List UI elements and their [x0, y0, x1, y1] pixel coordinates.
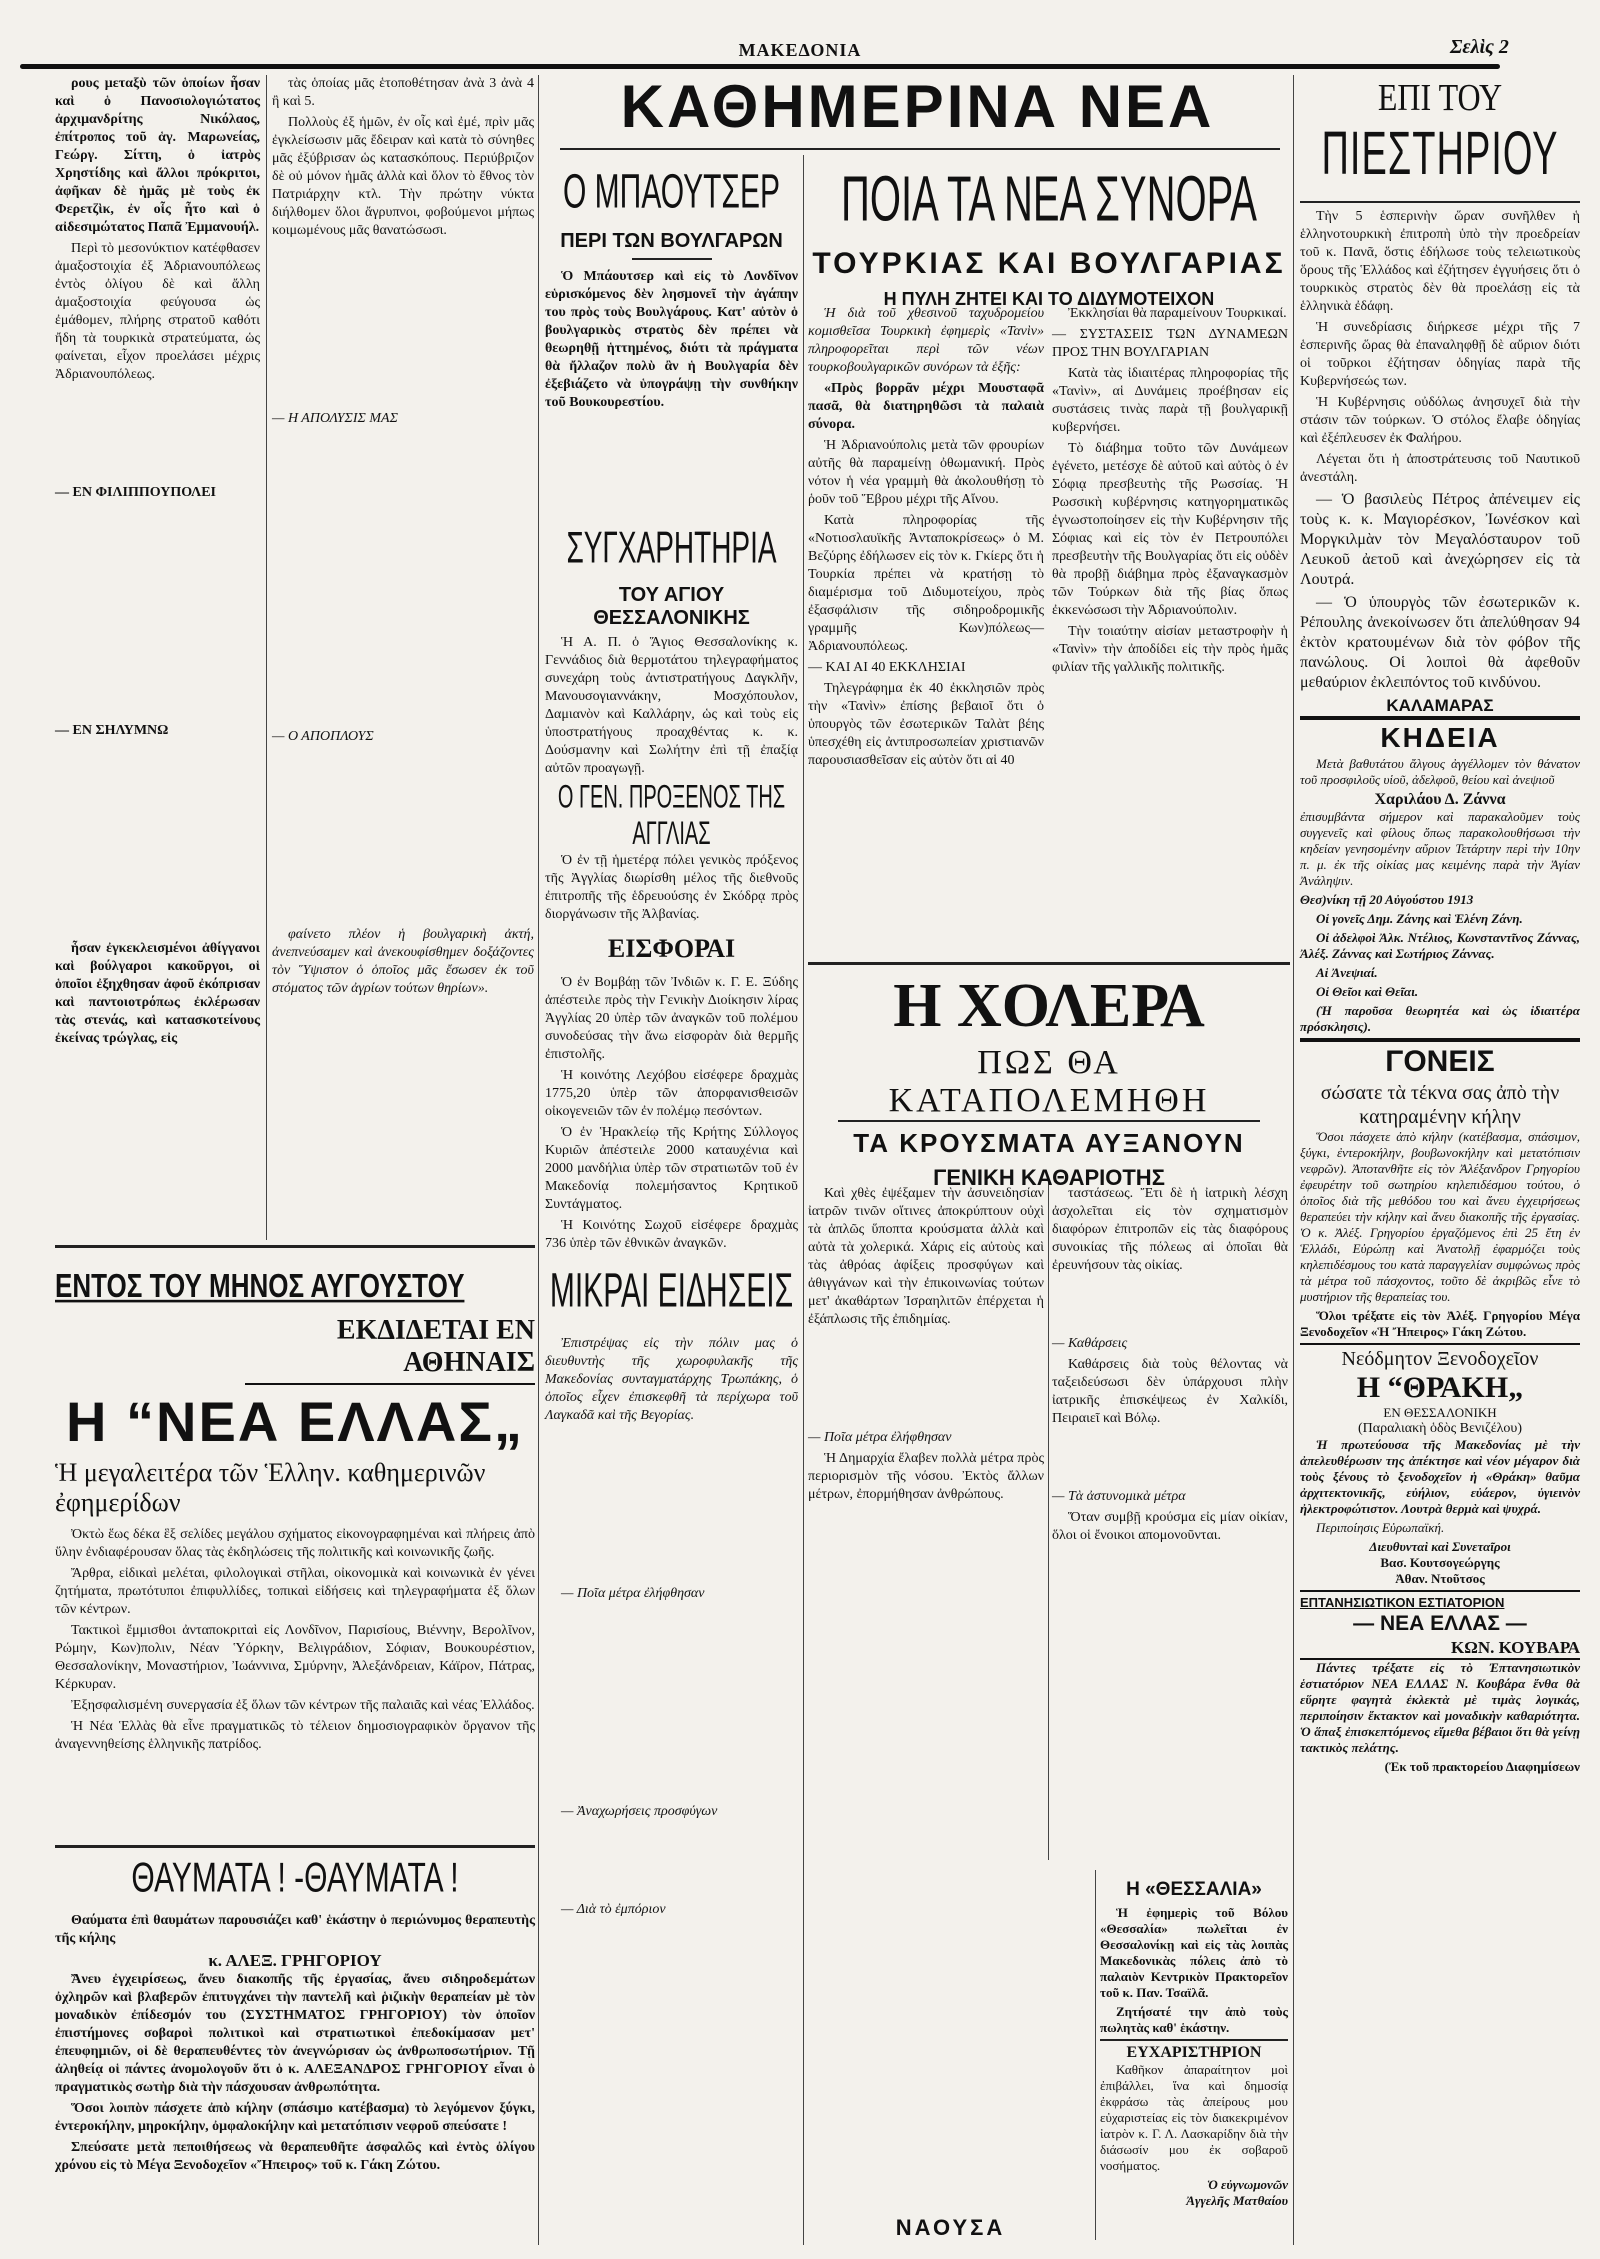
paragraph: Ὀκτὼ ἕως δέκα ἓξ σελίδες μεγάλου σχήματος εἰκονογραφημέναι καὶ πλήρεις ἀπὸ ὕλην ἐνδιαφέρουσαν ὅλας τὰς ἐκδηλώσεις τῆς πολιτικῆς καὶ κοινωνικῆς ζωῆς.: [55, 1527, 535, 1560]
article-subtitle: ΤΟΥ ΑΓΙΟΥ ΘΕΣΣΑΛΟΝΙΚΗΣ: [593, 584, 750, 629]
paragraph: Ἐξησφαλισμένη συνεργασία ἐξ ὅλων τῶν κέντρων τῆς παλαιᾶς καὶ νέας Ἑλλάδος.: [71, 1698, 535, 1713]
paragraph: τὰς ὁποίας μᾶς ἑτοποθέτησαν ἀνὰ 3 ἀνὰ 4 ἢ καὶ 5.: [272, 76, 534, 109]
ad-title: ΓΟΝΕΙΣ: [1385, 1045, 1495, 1078]
paragraph: Τὸ διάβημα τοῦτο τῶν Δυνάμεων ἐγένετο, μετέσχε δὲ αὐτοῦ καὶ αὐτὸς ὁ ἐν Σόφιᾳ πρεσβευτὴς τῆς Ρωσσίας. Ἡ Ρωσσικὴ κυβέρνησις κατηγορηματικῶς ἐγνωστοποίησεν εἰς τὴν Κυβέρνησιν τῆς Σόφιας καὶ εἰς τὸν ἐν Πετρουπόλει πρεσβευτὴν τῆς Βουλγαρίας ὅτι εἰς οὐδὲν θὰ προβῇ διάβημα πρὸς ἐξαναγκασμὸν τῶν Τούρκων διὰ τῆς βίας ὅπως ἐκκενώσωσι τὴν Ἀδριανούπολιν.: [1052, 441, 1288, 618]
ad-tagline: Ἡ μεγαλειτέρα τῶν Ἑλλην. καθημερινῶν ἐφημερίδων: [55, 1458, 486, 1517]
paragraph: Πολλοὺς ἐξ ἡμῶν, ἐν οἷς καὶ ἐμέ, πρὶν μᾶς ἐγκλείσωσιν μᾶς ἔδειραν καὶ κατὰ τὸ σύνηθες μᾶς ἐξύβρισαν ὡς κατασκόπους. Περιύβριζον δὲ οὐ μόνον ἡμᾶς ἀλλὰ καὶ ὅλον τὸ ἔθνος τὸν Πατριάρχην κτλ. Τὴν πρώτην νύκτα διήλθομεν ὅλοι ἄγρυπνοι, φοβούμενοι μήπως κοιμωμένους μᾶς θανατώσωσι.: [272, 115, 534, 238]
article-subtitle: ΤΑ ΚΡΟΥΣΜΑΤΑ ΑΥΞΑΝΟΥΝ: [853, 1128, 1245, 1158]
paragraph: Ἄνευ ἐγχειρίσεως, ἄνευ διακοπῆς τῆς ἐργασίας, ἄνευ σιδηροδεμάτων ὀχληρῶν καὶ βλαβερῶν ἐπιτυγχάνει τὴν παντελῆ καὶ ῥιζικὴν θεραπείαν μὲ τὸν μοναδικὸν ἐπίδεσμόν του (ΣΥΣΤΗΜΑΤΟΣ ΓΡΗΓΟΡΙΟΥ) τὸν ὁποῖον ἐπιστήμονες σοβαροὶ πολιτικοὶ καὶ στρατιωτικοὶ ἐπεδοκίμασαν μετ' ἐπευφημιῶν, οἱ δὲ θεραπευθέντες τὸν ἀνεγνώρισαν ὡς ἀνθρωποσωτήριον. Τῇ ἀληθείᾳ οἱ πάντες ἀνομολογοῦν ὅτι ὁ κ. ΑΛΕΞΑΝΔΡΟΣ ΓΡΗΓΟΡΙΟΥ εἶναι ὁ πραγματικὸς σωτὴρ διὰ τὴν πάσχουσαν ἀνθρωπότητα.: [55, 1972, 535, 2095]
deceased-name: Χαριλάου Δ. Ζάννα: [1374, 791, 1506, 808]
paragraph: Ἡ συνεδρίασις διήρκεσε μέχρι τῆς 7 ἑσπερινῆς ὥρας θὰ ἐπαναληφθῇ δὲ αὔριον διότι οἱ τοῦρκοι ἐζήτησαν ὁδηγίας παρὰ τῆς Κυβερνήσεώς των.: [1300, 320, 1580, 389]
ad-place: ΕΝ ΘΕΣΣΑΛΟΝΙΚΗ: [1383, 1405, 1497, 1420]
paragraph: Πάντες τρέξατε εἰς τὸ Ἐπτανησιωτικὸν ἑστιατόριον ΝΕΑ ΕΛΛΑΣ Ν. Κουβάρα ἔνθα θὰ εὕρητε φαγητὰ ἐκλεκτὰ μὲ τιμὰς λογικάς, περιποίησιν ἔκτακτον καὶ μοναδικὴν καθαριότητα. Ὁ ἅπαξ ἐπισκεπτόμενος εἴμεθα βέβαιοι ὅτι θὰ γείνῃ τακτικὸς πελάτης.: [1300, 1660, 1580, 1755]
signature: Διευθυνταὶ καὶ Συνεταῖροι: [1369, 1539, 1511, 1554]
section-heading: — Ποῖα μέτρα ἐλήφθησαν: [808, 1430, 952, 1445]
paragraph: Καθῆκον ἀπαραίτητον μοὶ ἐπιβάλλει, ἵνα καὶ δημοσίᾳ ἐκφράσω τὰς ἀπείρους μου εὐχαριστείας εἰς τὸν διακεκριμένον ἰατρὸν κ. Γ. Λ. Λασκαρίδην διὰ τὴν διάσωσίν μου ἐκ σοβαροῦ νοσήματος.: [1100, 2062, 1288, 2173]
paragraph: — Ὁ ὑπουργὸς τῶν ἐσωτερικῶν κ. Ρέπουλης ἀνεκοίνωσεν ὅτι ἀπελύθησαν 94 ἐκτὸν κρατουμένων διὰ τὸν φόβον τῆς πανώλους. Οἱ λοιποὶ θὰ ἀφεθοῦν μεθαύριον ἐκλειπόντος τοῦ κινδύνου.: [1300, 594, 1580, 691]
paragraph: Οἱ Θεῖοι καὶ Θεῖαι.: [1316, 984, 1419, 999]
column-title: ΠΙΕΣΤΗΡΙΟΥ: [1321, 121, 1559, 189]
ad-title: ΕΥΧΑΡΙΣΤΗΡΙΟΝ: [1126, 2044, 1262, 2061]
ad-owner: ΚΩΝ. ΚΟΥΒΑΡΑ: [1300, 1638, 1580, 1660]
middle-left-column: [545, 158, 798, 1922]
paragraph: Ἡ Κυβέρνησις οὐδόλως ἀνησυχεῖ διὰ τὴν στάσιν τῶν τούρκων. Ὁ στόλος ἔλαβε ὁδηγίας καὶ ἐξέπλευσεν ἐκ Φαλήρου.: [1300, 395, 1580, 446]
paragraph: Καθάρσεις διὰ τοὺς θέλοντας νὰ ταξειδεύσωσι δὲν ὑπάρχουσι πλὴν ἰατρικῆς ἐπισκέψεως ἐν Χαλκίδι, Πειραιεῖ καὶ Βόλῳ.: [1052, 1357, 1288, 1426]
paragraph: Ἄρθρα, εἰδικαὶ μελέται, φιλολογικαὶ στῆλαι, οἰκονομικὰ καὶ κοινωνικὰ ἐν γένει ζητήματα, πρωτότυποι ἐπιφυλλίδες, τοπικαὶ εἰδήσεις καὶ τηλεγραφήματα ἐξ ὅλων τῶν κέντρων.: [55, 1566, 535, 1617]
signature: Ὁ εὐγνωμονῶν: [1207, 2177, 1288, 2192]
paragraph: Ἡ Δημαρχία ἔλαβεν πολλὰ μέτρα πρὸς περιορισμὸν τῆς νόσου. Ἐκτὸς ἄλλων μέτρων, ἐπορμήθησαν ἀνθρώπους.: [808, 1451, 1044, 1502]
paragraph: Τὴν τοιαύτην αἰσίαν μεταστροφὴν ἡ «Τανὶν» τὴν ἀποδίδει εἰς τὴν πρὸς ἡμᾶς φιλίαν τῆς γαλλικῆς πολιτικῆς.: [1052, 624, 1288, 675]
divider: [55, 1245, 535, 1248]
divider: [808, 962, 1290, 965]
paragraph: Ὅσοι πάσχετε ἀπὸ κήλην (κατέβασμα, σπάσιμον, ξύγκι, ἐντεροκήλην, βουβωνοκήλην καὶ μετατόπισιν νεφρῶν). Ἀποτανθῆτε εἰς τὸν Ἀλέξανδρον Γρηγορίου ἐφευρέτην τοῦ σωτηρίου κηλεπιδέσμου τούτου, ὁ ὁποῖος διὰ τῆς μεθόδου του καὶ ἄνευ ἐγχειρήσεως θεραπεύει τὴν κήλην καὶ ἄνευ διακοπῆς τῆς ἐργασίας. Ὁ κ. Ἀλέξ. Γρηγορίου ἐργαζόμενος ἐπὶ 25 ἔτη ἐν Ἑλλάδι, Εὐρώπῃ καὶ Ἀνατολῇ ἐφαρμόζει τοὺς κηλεπιδέσμους του κατὰ παραγγελίαν συμφώνως πρὸς τὰ μέτρα τοῦ πάσχοντος, τοῦτο δὲ ἀκριβῶς εἶνε τὸ μυστήριον τῆς θεραπείας του.: [1300, 1129, 1580, 1304]
section-heading: — Η ΑΠΟΛΥΣΙΣ ΜΑΣ: [272, 411, 398, 426]
section-heading: — ΕΝ ΣΗΛΥΜΝΩ: [55, 723, 169, 738]
paragraph: Θαύματα ἐπὶ θαυμάτων παρουσιάζει καθ' ἑκάστην ὁ περιώνυμος θεραπευτὴς τῆς κήλης: [55, 1913, 535, 1946]
cholera-column-a: [808, 1185, 1044, 1507]
paragraph: Ὅταν συμβῇ κρούσμα εἰς μίαν οἰκίαν, ὅλοι οἱ ἔνοικοι απομονοῦνται.: [1052, 1510, 1288, 1543]
paragraph: Ὁ ἐν Ἡρακλείῳ τῆς Κρήτης Σύλλογος Κυριῶν ἀπέστειλε 2000 καταυχένια καὶ 2000 μανδήλια ὑπὲρ τῶν στρατιωτῶν τοῦ ἐν Μακεδονίᾳ πολεμήσαντος Κρητικοῦ Συντάγματος.: [545, 1125, 798, 1212]
column-title: ΕΠΙ ΤΟΥ: [1377, 75, 1503, 119]
paragraph: ταστάσεως. Ἔτι δὲ ἡ ἰατρικὴ λέσχη ἀσχολεῖται εἰς τὸν σχηματισμὸν διαφόρων ἐπιτροπῶν εἰς τὰς διαφόρους συνοικίας τῆς πόλεως αἱ ὁποῖαι θὰ ἐρευνήσουν τὰς οἰκίας.: [1052, 1186, 1288, 1273]
divider: [632, 258, 712, 260]
paragraph: Ἡ Κοινότης Σωχοῦ εἰσέφερε δραχμὰς 736 ὑπὲρ τῶν ἐθνικῶν ἀναγκῶν.: [545, 1218, 798, 1251]
paragraph: Τακτικοὶ ἔμμισθοι ἀνταποκριταὶ εἰς Λονδῖνον, Παρισίους, Βιέννην, Βερολῖνον, Ρώμην, Κων)πολιν, Νέαν Ὑόρκην, Βελιγράδιον, Σόφιαν, Βουκουρέστιον, Θεσσαλονίκην, Μοναστήριον, Ἰωάννινα, Σμύρνην, Ἀλεξάνδρειαν, Κάϊρον, Πάτρας, Κέρκυραν.: [55, 1623, 535, 1692]
paragraph: Κατὰ πληροφορίας τῆς «Νοτιοσλαυϊκῆς Ἀνταποκρίσεως» ὁ Μ. Βεζύρης ἐδήλωσεν εἰς τὸν κ. Γκίερς ὅτι ἡ Τουρκία πρέπει νὰ κρατήσῃ τὸ διαμέρισμα τοῦ Διδυμοτείχου, πρὸς ἐξασφάλισιν τῆς σιδηροδρομικῆς γραμμῆς Κων)πόλεως—Ἀδριανουπόλεως.: [808, 513, 1044, 654]
article-title: Ο ΜΠΑΟΥΤΣΕΡ: [563, 165, 780, 219]
cholera-column-b: [1052, 1185, 1288, 1548]
left-column-1: [55, 75, 260, 1051]
paragraph: Ἡ κοινότης Λεχόβου εἰσέφερε δραχμὰς 1775,20 ὑπὲρ τῶν ἀπορφανισθεισῶν οἰκογενειῶν τῶν ἐν πολέμῳ πεσόντων.: [545, 1068, 798, 1119]
thaumata-ad: [55, 1852, 535, 2178]
ad-subtitle: ΕΚΔΙΔΕΤΑΙ ΕΝ ΑΘΗΝΑΙΣ: [245, 1315, 535, 1385]
section-heading: — Τὰ ἀστυνομικὰ μέτρα: [1052, 1489, 1186, 1504]
paragraph: Περὶ τὸ μεσονύκτιον κατέφθασεν ἀμαξοστοιχία ἐξ Ἀδριανουπόλεως ἐντὸς ὀλίγου δὲ καὶ ἄλλη ἁμαξοστοιχία φεύγουσα ὡς ἐμάθομεν, πλήρης στρατοῦ καθότι ἤδη τὰ τουρκικὰ στρατεύματα, ὡς φαίνεται, εἶχον προελάσει μέχρις Ἀδριανουπόλεως.: [55, 241, 260, 382]
ad-title: Η “ΘΡΑΚΗ„: [1356, 1371, 1524, 1404]
paragraph: Ἡ ἐφημερὶς τοῦ Βόλου «Θεσσαλία» πωλεῖται ἐν Θεσσαλονίκῃ καὶ εἰς τὰς λοιπὰς Μακεδονικὰς πόλεις ἀπὸ τὸ παλαιὸν Κεντρικὸν Πρακτορεῖον τοῦ κ. Παν. Τσαϊλᾶ.: [1100, 1905, 1288, 2000]
paragraph: Μετὰ βαθυτάτου ἄλγους ἀγγέλλομεν τὸν θάνατον τοῦ προσφιλοῦς υἱοῦ, ἀδελφοῦ, θείου καὶ ἀνεψιοῦ: [1300, 756, 1580, 787]
paragraph: Ὅσοι λοιπὸν πάσχετε ἀπὸ κήλην (σπάσιμο κατέβασμα) τὸ λεγόμενον ξύγκι, ἐντεροκήλην, μηροκήλην, ὀμφαλοκήλην καὶ μετατόπισιν νεφροῦ σπεύσατε !: [55, 2101, 535, 2134]
paragraph: Ἡ διὰ τοῦ χθεσινοῦ ταχυδρομείου κομισθεῖσα Τουρκικὴ ἐφημερὶς «Τανὶν» πληροφορεῖται περὶ τῶν νέων τουρκοβουλγαρικῶν συνόρων τὰ ἑξῆς:: [808, 306, 1044, 375]
section-heading: — Ποῖα μέτρα ἐλήφθησαν: [561, 1586, 705, 1601]
nea-ellas-ad: [55, 1258, 535, 1757]
ad-kicker: ΕΠΤΑΝΗΣΙΩΤΙΚΟΝ ΕΣΤΙΑΤΟΡΙΟΝ: [1300, 1595, 1505, 1610]
paragraph: Οἱ ἀδελφοὶ Ἀλκ. Ντέλιος, Κωνσταντῖνος Ζάννας, Ἀλέξ. Ζάννας καὶ Σωτήριος Ζάννας.: [1300, 930, 1580, 961]
column-divider: [538, 75, 539, 2245]
paragraph: Ὅλοι τρέξατε εἰς τὸν Ἀλέξ. Γρηγορίου Μέγα Ξενοδοχεῖον «Ἡ Ἤπειρος» Γάκη Ζώτου.: [1300, 1308, 1580, 1339]
section-heading: — Ἀναχωρήσεις προσφύγων: [561, 1804, 718, 1819]
paragraph: Λέγεται ὅτι ἡ ἀποστράτευσις τοῦ Ναυτικοῦ ἀνεστάλη.: [1300, 452, 1580, 485]
paragraph: (Ἐκ τοῦ πρακτορείου Διαφημίσεων: [1384, 1759, 1580, 1774]
right-column: [1300, 75, 1580, 1778]
paragraph: Ἡ Ἀδριανούπολις μετὰ τῶν φρουρίων αὐτῆς θὰ παραμείνῃ ὀθωμανική. Πρὸς νότον ἡ νέα γραμμὴ θὰ ἀκολουθήσῃ τὸ ῥοῦν τοῦ Ἕβρου μέχρι τῆς Αἴνου.: [808, 438, 1044, 507]
paragraph: Ὁ ἐν τῇ ἡμετέρᾳ πόλει γενικὸς πρόξενος τῆς Ἀγγλίας διωρίσθη μέλος τῆς διεθνοῦς ἐπιτροπῆς τῆς ἑδρευούσης ἐν Σκόδρᾳ πρὸς διοργάνωσιν τῆς Ἀλβανίας.: [545, 853, 798, 922]
section-heading: — Ο ΑΠΟΠΛΟΥΣ: [272, 729, 374, 744]
paragraph: Ὁ Μπάουτσερ καὶ εἰς τὸ Λονδῖνον εὑρισκόμενος δὲν λησμονεῖ τὴν ἀγάπην του πρὸς τοὺς Βουλγάρους. Κατ' αὐτὸν ὁ βουλγαρικὸς στρατὸς δὲν πρέπει νὰ θεωρηθῇ ἡττημένος, διότι τὰ πράγματα θὰ ἤλλαζον πολὺ ἂν ἡ Βουλγαρία δὲν ἐξεβιάζετο νὰ ὑπογράψῃ τὴν συνθήκην τοῦ Βουκουρεστίου.: [545, 269, 798, 410]
section-heading: — ΚΑΙ ΑΙ 40 ΕΚΚΛΗΣΙΑΙ: [808, 660, 966, 675]
borders-column-b: [1052, 305, 1288, 680]
ad-title: Η «ΘΕΣΣΑΛΙΑ»: [1126, 1879, 1262, 1900]
article-subtitle: ΠΕΡΙ ΤΩΝ ΒΟΥΛΓΑΡΩΝ: [560, 230, 783, 252]
article-subtitle: Η ΠΥΛΗ ΖΗΤΕΙ ΚΑΙ ΤΟ ΔΙΔΥΜΟΤΕΙΧΟΝ: [883, 289, 1215, 309]
paragraph: Ὁ ἐν Βομβάῃ τῶν Ἰνδιῶν κ. Γ. Ε. Ξύδης ἀπέστειλε πρὸς τὴν Γενικὴν Διοίκησιν λίρας Ἀγγλίας 20 ὑπὲρ τῶν ἀναγκῶν τοῦ πολέμου συνοδεύσας τὴν ἄνω εἰσφορὰν διὰ θερμῆς ἐπιστολῆς.: [545, 975, 798, 1062]
divider: [55, 1845, 535, 1848]
cholera-headline: [808, 968, 1290, 1190]
paragraph: (Ἡ παροῦσα θεωρητέα καὶ ὡς ἰδιαιτέρα πρόσκλησις).: [1300, 1003, 1580, 1034]
paragraph: Περιποίησις Εὐρωπαϊκή.: [1316, 1520, 1445, 1535]
paragraph: Ἡ Α. Π. ὁ Ἅγιος Θεσσαλονίκης κ. Γεννάδιος διὰ θερμοτάτου τηλεγραφήματος συνεχάρη τοὺς ἀντιστρατήγους Δαγκλῆν, Μανουσογιαννάκην, Μοσχόπουλον, Δαμιανὸν καὶ Καλλάρην, ὡς καὶ τοὺς εἰς ὑποστρατήγους προαχθέντας κ. κ. Δούσμανην καὶ Σωλήτην ἐπὶ τῇ ἐπαξίᾳ αὐτῶν προαγωγῇ.: [545, 635, 798, 776]
page-number: Σελὶς 2: [1450, 36, 1509, 58]
column-divider: [803, 155, 804, 2245]
paragraph: Καὶ χθὲς ἐψέξαμεν τὴν ἀσυνειδησίαν ἰατρῶν τινῶν οἵτινες ἀποκρύπτουν οὐχὶ τὰ ἁπλῶς ὕποπτα κρούσματα ἀλλὰ καὶ αὐτὰ τὰ χολερικά. Χάρις εἰς αὐτοὺς καὶ τὰς ἀθρόας ἀφίξεις προσφύγων καὶ ἀθιγγάνων καὶ τὴν ἐπικοινωνίας τούτων μετ' ἀκαθάρτων Ἰσραηλιτῶν ἐπέρχεται ἡ ἐξάπλωσις τῆς ἐπιδημίας.: [808, 1186, 1044, 1327]
article-title: Η ΧΟΛΕΡΑ: [893, 972, 1205, 1040]
column-divider: [1048, 1180, 1049, 1860]
borders-headline: [808, 160, 1290, 309]
article-subtitle: ΤΟΥΡΚΙΑΣ ΚΑΙ ΒΟΥΛΓΑΡΙΑΣ: [812, 247, 1286, 280]
section-heading: — ΕΝ ΦΙΛΙΠΠΟΥΠΟΛΕΙ: [55, 485, 216, 500]
paragraph: Ζητήσατέ την ἀπὸ τοὺς πωλητὰς καθ' ἑκάστην.: [1100, 2004, 1288, 2035]
column-divider: [1095, 1870, 1096, 2240]
ad-name: κ. ΑΛΕΞ. ΓΡΗΓΟΡΙΟΥ: [208, 1951, 382, 1970]
paragraph: ἐπισυμβάντα σήμερον καὶ παρακαλοῦμεν τοὺς συγγενεῖς καὶ φίλους ὅπως παρακολουθήσωσι τὴν κηδείαν γενησομένην αὔριον Τετάρτην περὶ τὴν 10ην π. μ. ἐκ τῆς οἰκίας μας κειμένης παρὰ τὴν Ἁγίαν Ἀνάληψιν.: [1300, 809, 1580, 888]
paragraph: «Πρὸς βορρᾶν μέχρι Μουσταφᾶ πασᾶ, θὰ διατηρηθῶσι τὰ παλαιὰ σύνορα.: [808, 381, 1044, 432]
date: Θεσ)νίκη τῇ 20 Αὐγούστου 1913: [1300, 892, 1474, 907]
article-title: ΣΥΓΧΑΡΗΤΗΡΙΑ: [566, 522, 777, 572]
article-title: ΕΙΣΦΟΡΑΙ: [607, 934, 736, 963]
article-subtitle: ΓΕΝΙΚΗ ΚΑΘΑΡΙΟΤΗΣ: [933, 1165, 1165, 1190]
paragraph: Αἱ Ἀνεψιαί.: [1316, 965, 1378, 980]
ad-kicker: Νεόδμητον Ξενοδοχεῖον: [1341, 1348, 1539, 1370]
section-heading: — ΣΥΣΤΑΣΕΙΣ ΤΩΝ ΔΥΝΑΜΕΩΝ ΠΡΟΣ ΤΗΝ ΒΟΥΛΓΑΡΙΑΝ: [1052, 327, 1288, 360]
signature: Ἀθαν. Ντοῦτσος: [1395, 1571, 1485, 1586]
paragraph: ἦσαν ἐγκεκλεισμένοι ἀθίγγανοι καὶ βούλγαροι κακοῦργοι, οἱ ὁποῖοι ἐξηχθησαν ἀφοῦ ἐκόπρισαν καὶ παντοιοτρόπως ἐκλέρωσαν τὰς στενάς, καὶ κατασκοτείνους ἐκείνας τρώγλας, εἰς: [55, 941, 260, 1046]
section-heading: — Διὰ τὸ ἐμπόριον: [561, 1902, 666, 1917]
left-column-2: [272, 75, 534, 1001]
ad-kicker: ΕΝΤΟΣ ΤΟΥ ΜΗΝΟΣ ΑΥΓΟΥΣΤΟΥ: [55, 1266, 465, 1305]
paragraph: — Ὁ βασιλεὺς Πέτρος ἀπένειμεν εἰς τοὺς κ. κ. Μαγιορέσκον, Ἰωνέσκον καὶ Μοργκιλμὰν τὸν Μεγαλόσταυρον τοῦ Λευκοῦ ἀετοῦ καὶ ἀνεχώρησεν εἰς τὰ Λουτρά.: [1300, 491, 1580, 588]
paragraph: Ἐπιστρέψας εἰς τὴν πόλιν μας ὁ διευθυντὴς τῆς χωροφυλακῆς τῆς Μακεδονίας συνταγματάρχης Τρωπάκης, ὁ ὁποῖος εἶχεν ἐπισκεφθῆ τὰ περίχωρα τοῦ Λαγκαδᾶ καὶ τῆς Βεγορίας.: [545, 1336, 798, 1423]
paragraph: φαίνετο πλέον ἡ βουλγαρικὴ ἀκτή, ἀνεπνεύσαμεν καὶ ἀνεκουφίσθημεν δοξάζοντες τὸν Ὕψιστον ὁ ὁποῖος μᾶς ἔσωσεν ἐκ τοῦ στόματος τῶν ἀγρίων τούτων θηρίων».: [272, 927, 534, 996]
ad-title: ΚΗΔΕΙΑ: [1380, 722, 1500, 753]
paragraph: Ἡ πρωτεύουσα τῆς Μακεδονίας μὲ τὴν ἀπελευθέρωσιν της ἀπέκτησε καὶ νέον μέγαρον διὰ τοὺς ξένους τὸ ξενοδοχεῖον ἡ «Θράκη» θαῦμα ἀρχιτεκτονικῆς, εὐήλιον, εὐάερον, ὑγιεινὸν ἠλεκτροφώτιστον. Λουτρὰ θερμὰ καὶ ψυχρά.: [1300, 1437, 1580, 1516]
ad-subtitle: σώσατε τὰ τέκνα σας ἀπὸ τὴν κατηραμένην κήλην: [1320, 1082, 1560, 1128]
thessalia-ad: [1100, 1875, 1288, 2209]
article-title: ΠΟΙΑ ΤΑ ΝΕΑ ΣΥΝΟΡΑ: [841, 164, 1257, 235]
paragraph: ρους μεταξὺ τῶν ὁποίων ἦσαν καὶ ὁ Πανοσιολογιώτατος ἀρχιμανδρίτης Νικόλαος, ἐπίτροπος τοῦ ἁγ. Μαρωνείας, Γεώργ. Σίττη, ὁ ἰατρὸς Χρηστίδης καὶ ἄλλοι πρόκριτοι, ἀφῆκαν δὲ ἡμᾶς μὲ τοὺς ἐκ Φερετζὶκ, ἐν οἷς ἦτο καὶ ὁ αἰδεσιμώτατος Παπᾶ Ἐμμανουήλ.: [55, 76, 260, 235]
column-divider: [1293, 75, 1294, 2245]
column-divider: [266, 75, 267, 1240]
ad-title: — ΝΕΑ ΕΛΛΑΣ —: [1353, 1612, 1527, 1635]
signature: Ἀγγελῆς Ματθαίου: [1186, 2193, 1288, 2208]
section-heading: — Καθάρσεις: [1052, 1336, 1128, 1351]
paragraph: Ἡ Νέα Ἑλλὰς θὰ εἶνε πραγματικῶς τὸ τέλειον δημοσιογραφικὸν ὄργανον τῆς ἀναγεννηθείσης ἑλληνικῆς πατρίδος.: [55, 1719, 535, 1752]
naousa-heading: ΝΑΟΥΣΑ: [895, 2215, 1006, 2240]
divider: [560, 148, 1280, 150]
signature: Βασ. Κουτσογεώργης: [1380, 1555, 1500, 1570]
ad-street: (Παραλιακὴ ὁδὸς Βενιζέλου): [1357, 1421, 1523, 1436]
paragraph: Οἱ γονεῖς Δημ. Ζάνης καὶ Ἑλένη Ζάνη.: [1316, 911, 1523, 926]
borders-column-a: [808, 305, 1044, 773]
paragraph: Τὴν 5 ἑσπερινὴν ὥραν συνῆλθεν ἡ ἑλληνοτουρκικὴ ἐπιτροπὴ ὑπὸ τὴν προεδρείαν τοῦ κ. Πανᾶ, ὅστις ἐδήλωσε τοὺς τελειωτικοὺς ὅρους τῆς Ἑλλάδος καὶ ἐζήτησεν ἐγγυήσεις ὅτι ὁ τουρκικὸς στρατὸς δὲν θὰ προελάσῃ εἰς τὰ ἑλληνικὰ ἐδάφη.: [1300, 209, 1580, 314]
ad-title: ΘΑΥΜΑΤΑ ! -ΘΑΥΜΑΤΑ !: [131, 1855, 459, 1902]
paragraph: Σπεύσατε μετὰ πεποιθήσεως νὰ θεραπευθῆτε ἀσφαλῶς καὶ ἐντὸς ὀλίγου χρόνου εἰς τὸ Μέγα Ξενοδοχεῖον «Ἤπειρος» τοῦ κ. Γάκη Ζώτου.: [55, 2140, 535, 2173]
kalamaras-heading: ΚΑΛΑΜΑΡΑΣ: [1300, 696, 1580, 720]
article-title: Ο ΓΕΝ. ΠΡΟΞΕΝΟΣ ΤΗΣ ΑΓΓΛΙΑΣ: [557, 780, 786, 853]
paragraph: Κατὰ τὰς ἰδιαιτέρας πληροφορίας τῆς «Τανὶν», αἱ Δυνάμεις προέβησαν εἰς συστάσεις τινὰς παρὰ τῇ βουλγαρικῇ κυβερνήσει.: [1052, 366, 1288, 435]
section-banner: ΚΑΘΗΜΕΡΙΝΑ ΝΕΑ: [620, 73, 1215, 140]
article-title: ΜΙΚΡΑΙ ΕΙΔΗΣΕΙΣ: [549, 1264, 794, 1318]
masthead-title: ΜΑΚΕΔΟΝΙΑ: [738, 40, 862, 60]
paragraph: Τηλεγράφημα ἐκ 40 ἐκκλησιῶν πρὸς τὴν «Τανὶν» ἐπίσης βεβαιοῖ ὅτι ὁ ὑπουργὸς τῶν ἐσωτερικῶν Ταλὰτ βέης ὑπεσχέθη εἰς ἀντιπροσωπείαν χριστιανῶν παρουσιασθεῖσαν εἰς αὐτὸν ὅτι αἱ 40: [808, 681, 1044, 768]
ad-title: Η “ΝΕΑ ΕΛΛΑΣ„: [66, 1390, 524, 1453]
masthead-rule: [20, 64, 1500, 69]
article-subtitle: ΠΩΣ ΘΑ ΚΑΤΑΠΟΛΕΜΗΘΗ: [838, 1044, 1260, 1122]
paragraph: Ἐκκλησίαι θὰ παραμείνουν Τουρκικαί.: [1068, 306, 1287, 321]
